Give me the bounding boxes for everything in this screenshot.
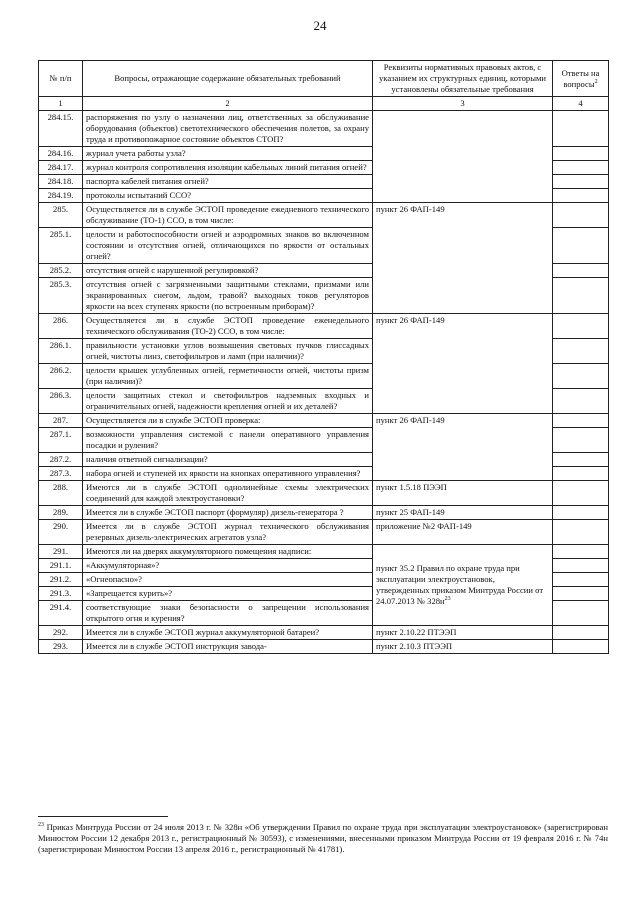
row-question: наличия ответной сигнализации? — [83, 453, 373, 467]
row-number: 290. — [39, 520, 83, 545]
answer-cell[interactable] — [553, 559, 609, 573]
row-question: целости защитных стекол и светофильтров надземных входных и ограничительных огней, надежности крепления огней и их деталей? — [83, 389, 373, 414]
row-number: 293. — [39, 640, 83, 654]
row-number: 284.15. — [39, 111, 83, 147]
footnote — [38, 822, 608, 856]
row-question: паспорта кабелей питания огней? — [83, 175, 373, 189]
row-question: отсутствия огней с нарушенной регулировкой? — [83, 264, 373, 278]
row-question: Имеются ли в службе ЭСТОП однолинейные схемы электрических соединений для каждой электроустановки? — [83, 481, 373, 506]
row-reference: пункт 25 ФАП-149 — [373, 506, 553, 520]
answer-cell[interactable] — [553, 147, 609, 161]
table-row — [39, 640, 609, 654]
header-num: № п/п — [39, 61, 83, 97]
answer-cell[interactable] — [553, 601, 609, 626]
row-reference: пункт 2.10.22 ПТЭЭП — [373, 626, 553, 640]
footnote-separator — [38, 816, 168, 817]
table-row — [39, 506, 609, 520]
reference-291-text: пункт 35.2 Правил по охране труда при эксплуатации электроустановок, утвержденных приказом Минтруда России от 24.07.2013 № 328н — [376, 563, 544, 606]
row-number: 287.1. — [39, 428, 83, 453]
row-question: соответствующие знаки безопасности о запрещении использования открытого огня и курения? — [83, 601, 373, 626]
row-question: журнал учета работы узла? — [83, 147, 373, 161]
answer-cell[interactable] — [553, 428, 609, 453]
row-reference: пункт 26 ФАП-149 — [373, 414, 553, 481]
col-index-2: 2 — [83, 97, 373, 111]
answer-cell[interactable] — [553, 228, 609, 264]
answer-cell[interactable] — [553, 414, 609, 428]
row-question: правильности установки углов возвышения световых пучков глиссадных огней, чистоты линз, светофильтров и ламп (при наличии)? — [83, 339, 373, 364]
header-reference: Реквизиты нормативных правовых актов, с указанием их структурных единиц, которыми установлены обязательные требования — [373, 61, 553, 97]
table-row — [39, 414, 609, 428]
row-question: «Аккумуляторная»? — [83, 559, 373, 573]
row-question: целости крышек углубленных огней, герметичности огней, чистоты призм (при наличии)? — [83, 364, 373, 389]
header-question: Вопросы, отражающие содержание обязательных требований — [83, 61, 373, 97]
row-reference: пункт 26 ФАП-149 — [373, 314, 553, 414]
row-reference — [373, 111, 553, 203]
row-number: 285. — [39, 203, 83, 228]
answer-cell[interactable] — [553, 545, 609, 559]
row-question: Осуществляется ли в службе ЭСТОП проверка: — [83, 414, 373, 428]
answer-cell[interactable] — [553, 175, 609, 189]
row-question: Имеется ли в службе ЭСТОП журнал аккумуляторной батареи? — [83, 626, 373, 640]
row-number: 291.4. — [39, 601, 83, 626]
header-answer-text: Ответы на вопросы — [561, 67, 600, 89]
row-number: 284.16. — [39, 147, 83, 161]
answer-cell[interactable] — [553, 520, 609, 545]
row-question: целости и работоспособности огней и аэродромных знаков во включенном состоянии и отсутствия огней, отличающихся по яркости от остальных огней? — [83, 228, 373, 264]
row-question: «Запрещается курить»? — [83, 587, 373, 601]
table-row — [39, 203, 609, 228]
answer-cell[interactable] — [553, 364, 609, 389]
row-number: 286. — [39, 314, 83, 339]
answer-cell[interactable] — [553, 339, 609, 364]
col-index-4: 4 — [553, 97, 609, 111]
row-number: 292. — [39, 626, 83, 640]
row-number: 284.17. — [39, 161, 83, 175]
footnote-mark: 23 — [38, 822, 44, 829]
table-row — [39, 626, 609, 640]
table-row — [39, 111, 609, 147]
row-reference: пункт 2.10.3 ПТЭЭП — [373, 640, 553, 654]
row-question: возможности управления системой с панели оперативного управления посадки и руления? — [83, 428, 373, 453]
row-number: 291.1. — [39, 559, 83, 573]
row-question: распоряжения по узлу о назначении лиц, ответственных за обслуживание оборудования (объектов) светотехнического обеспечения полетов, за охрану труда и противопожарное состояние объектов СТОП? — [83, 111, 373, 147]
row-number: 291.2. — [39, 573, 83, 587]
answer-cell[interactable] — [553, 389, 609, 414]
answer-cell[interactable] — [553, 587, 609, 601]
footnote-text: Приказ Минтруда России от 24 июля 2013 г. № 328н «Об утверждении Правил по охране труда при эксплуатации электроустановок» (зарегистрирован Минюстом России 12 декабря 2013 г., регистрационный № 30593), с изменениями, внесенными приказом Минтруда России от 19 февраля 2016 г. № 74н (зарегистрирован Минюстом России 13 апреля 2016 г., регистрационный № 41781). — [38, 822, 608, 855]
answer-cell[interactable] — [553, 161, 609, 175]
column-index-row — [39, 97, 609, 111]
table-header-row — [39, 61, 609, 97]
row-number: 287. — [39, 414, 83, 428]
answer-cell[interactable] — [553, 640, 609, 654]
page-number: 24 — [313, 18, 327, 33]
row-number: 284.19. — [39, 189, 83, 203]
row-question: Имеется ли в службе ЭСТОП журнал технического обслуживания резервных дизель-электрических агрегатов узла? — [83, 520, 373, 545]
row-number: 291. — [39, 545, 83, 559]
table-row — [39, 314, 609, 339]
header-answer-sup: 2 — [594, 78, 598, 85]
row-question: журнал контроля сопротивления изоляции кабельных линий питания огней? — [83, 161, 373, 175]
header-answer — [553, 61, 609, 97]
row-number: 285.3. — [39, 278, 83, 314]
answer-cell[interactable] — [553, 314, 609, 339]
row-question: протоколы испытаний ССО? — [83, 189, 373, 203]
row-number: 287.3. — [39, 467, 83, 481]
answer-cell[interactable] — [553, 203, 609, 228]
answer-cell[interactable] — [553, 573, 609, 587]
row-number: 291.3. — [39, 587, 83, 601]
row-question: Осуществляется ли в службе ЭСТОП проведение ежедневного технического обслуживание (ТО-1) ССО, в том числе: — [83, 203, 373, 228]
row-reference: приложение №2 ФАП-149 — [373, 520, 553, 545]
row-number: 288. — [39, 481, 83, 506]
row-question: отсутствия огней с загрязненными защитными стеклами, призмами или экранированных снегом, льдом, травой? выходных токов регуляторов яркости на всех ступенях яркости (по встроенным приборам)? — [83, 278, 373, 314]
answer-cell[interactable] — [553, 264, 609, 278]
answer-cell[interactable] — [553, 506, 609, 520]
row-number: 287.2. — [39, 453, 83, 467]
row-question: Осуществляется ли в службе ЭСТОП проведение еженедельного технического обслуживания (ТО-2) ССО, в том числе: — [83, 314, 373, 339]
row-reference: пункт 26 ФАП-149 — [373, 203, 553, 314]
row-reference: пункт 1.5.18 ПЭЭП — [373, 481, 553, 506]
col-index-3: 3 — [373, 97, 553, 111]
requirements-table — [38, 60, 609, 654]
row-number: 286.2. — [39, 364, 83, 389]
answer-cell[interactable] — [553, 278, 609, 314]
table-row — [39, 545, 609, 559]
row-number: 289. — [39, 506, 83, 520]
answer-cell[interactable] — [553, 626, 609, 640]
answer-cell[interactable] — [553, 481, 609, 506]
row-question: Имеются ли на дверях аккумуляторного помещения надписи: — [83, 545, 373, 559]
answer-cell[interactable] — [553, 111, 609, 147]
row-question: «Огнеопасно»? — [83, 573, 373, 587]
reference-291-sup: 23 — [444, 596, 451, 603]
row-number: 285.1. — [39, 228, 83, 264]
answer-cell[interactable] — [553, 467, 609, 481]
row-number: 286.3. — [39, 389, 83, 414]
col-index-1: 1 — [39, 97, 83, 111]
row-question: Имеется ли в службе ЭСТОП инструкция завода- — [83, 640, 373, 654]
answer-cell[interactable] — [553, 189, 609, 203]
table-row — [39, 481, 609, 506]
row-number: 285.2. — [39, 264, 83, 278]
row-number: 286.1. — [39, 339, 83, 364]
row-number: 284.18. — [39, 175, 83, 189]
answer-cell[interactable] — [553, 453, 609, 467]
table-row — [39, 520, 609, 545]
row-question: Имеется ли в службе ЭСТОП паспорт (формуляр) дизель-генератора ? — [83, 506, 373, 520]
row-reference-291 — [373, 545, 553, 626]
row-question: набора огней и ступеней их яркости на кнопках оперативного управления? — [83, 467, 373, 481]
